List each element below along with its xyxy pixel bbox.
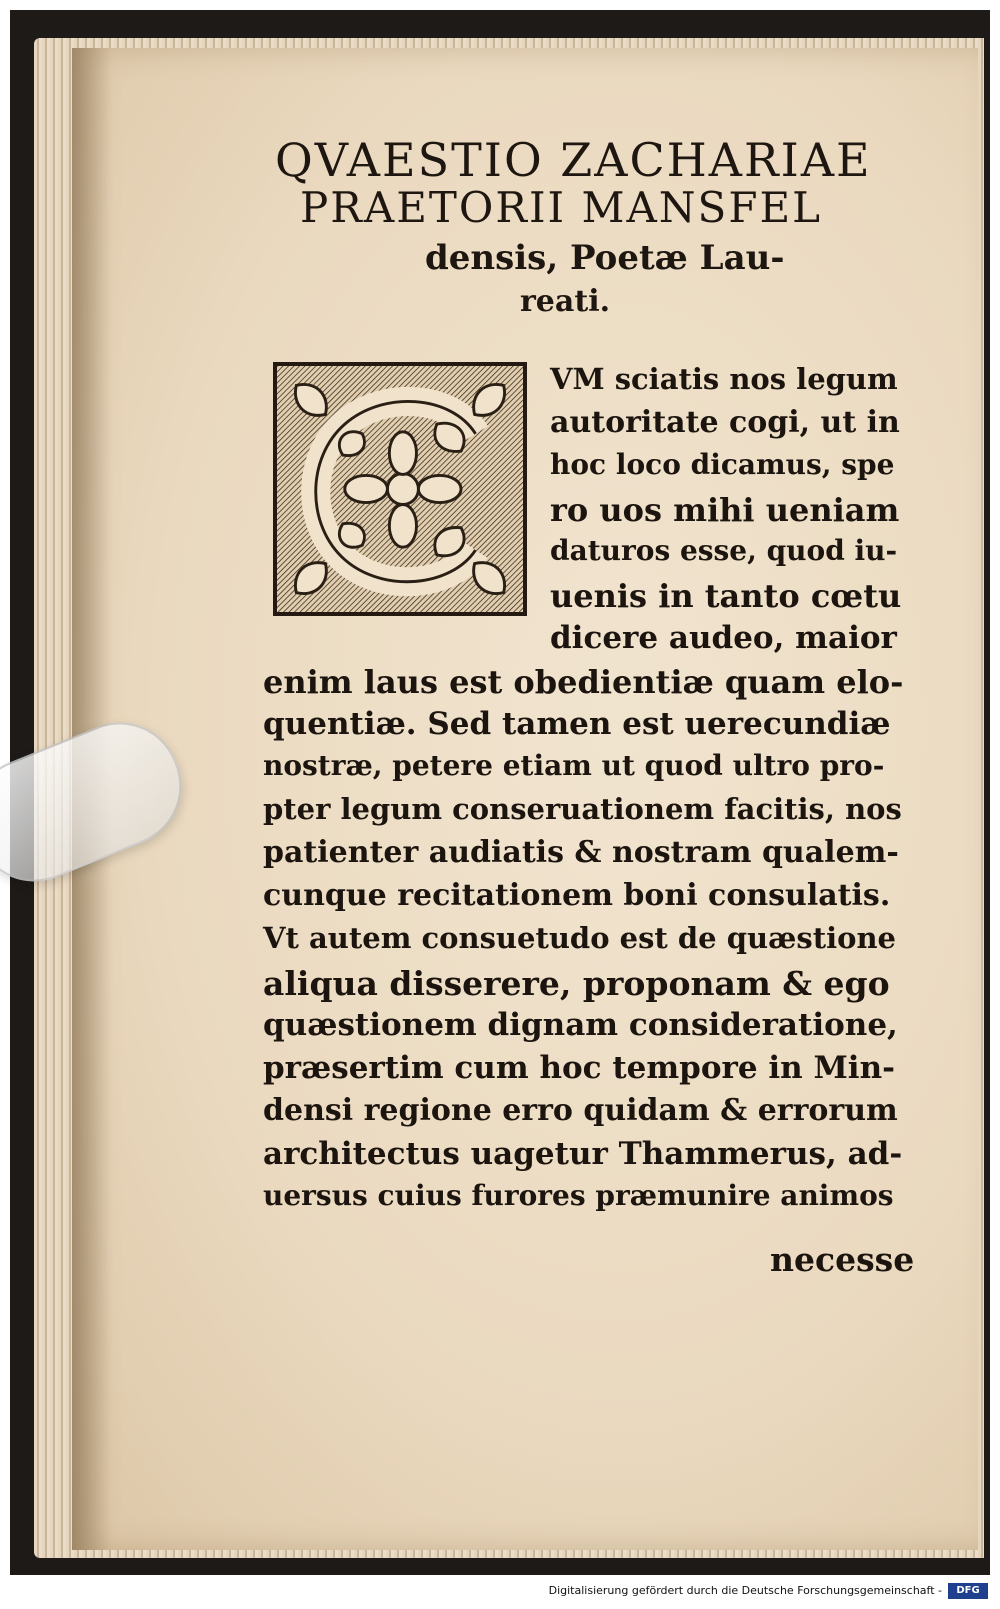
- text-line-14: Vt autem consuetudo est de quæstione: [263, 921, 896, 955]
- dfg-logo-icon: DFG: [948, 1583, 988, 1599]
- text-line-5: daturos esse, quod iu-: [550, 534, 898, 567]
- text-line-3: hoc loco dicamus, spe: [550, 448, 895, 481]
- decorated-initial-c: [273, 362, 527, 616]
- footer-credit: Digitalisierung gefördert durch die Deutsche Forschungsgemeinschaft -: [548, 1584, 942, 1597]
- title-line-4: reati.: [520, 284, 611, 319]
- text-line-12: patienter audiatis & nostram qualem-: [263, 835, 899, 870]
- text-line-1: [550, 362, 905, 396]
- text-line-2: autoritate cogi, ut in: [550, 405, 900, 440]
- text-line-19: architectus uagetur Thammerus, ad-: [263, 1136, 903, 1172]
- floral-ornament-icon: [277, 366, 523, 612]
- text-line-4: ro uos mihi ueniam: [550, 491, 900, 529]
- title-line-1: QVAESTIO ZACHARIAE: [275, 133, 872, 187]
- text-line-17: præsertim cum hoc tempore in Min-: [263, 1050, 895, 1086]
- text-line-13: cunque recitationem boni consulatis.: [263, 878, 891, 913]
- text-line-6: uenis in tanto cœtu: [550, 577, 902, 615]
- title-line-2: PRAETORII MANSFEL: [300, 183, 823, 232]
- text-line-10: nostræ, petere etiam ut quod ultro pro-: [263, 749, 885, 782]
- text-line-16: quæstionem dignam consideratione,: [263, 1007, 898, 1043]
- text-line-11: pter legum conseruationem facitis, nos: [263, 792, 902, 826]
- text-line-18: densi regione erro quidam & errorum: [263, 1093, 898, 1128]
- text-line-20: uersus cuius furores præmunire animos: [263, 1179, 894, 1212]
- text-line-1-content: VM sciatis nos legum: [550, 362, 898, 396]
- text-line-7: dicere audeo, maior: [550, 620, 897, 656]
- text-line-9: quentiæ. Sed tamen est uerecundiæ: [263, 706, 891, 742]
- catchword: necesse: [770, 1240, 915, 1279]
- text-line-8: enim laus est obedientiæ quam elo-: [263, 663, 904, 701]
- title-line-3: densis, Poetæ Lau-: [425, 238, 785, 278]
- text-line-15: aliqua disserere, proponam & ego: [263, 964, 890, 1003]
